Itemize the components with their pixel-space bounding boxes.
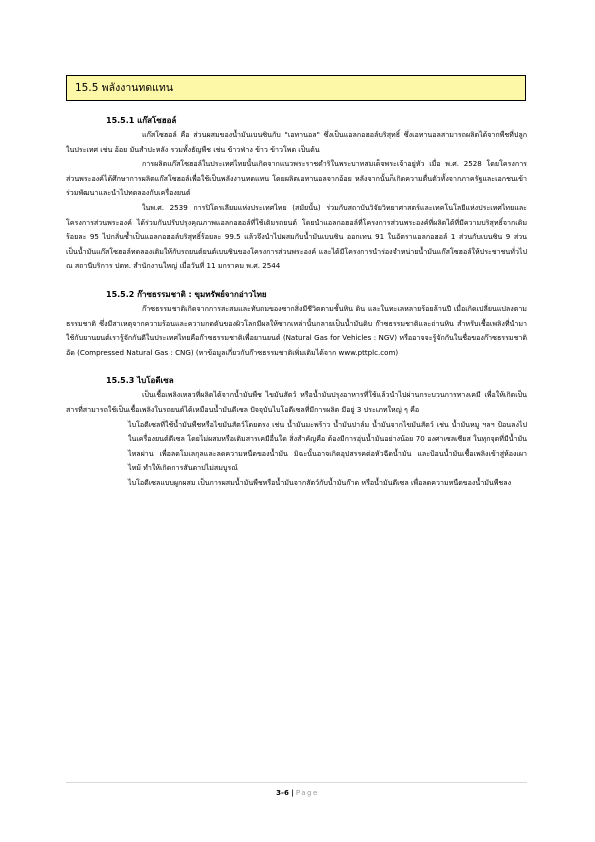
biodiesel-type-list bbox=[66, 418, 527, 491]
page-footer bbox=[0, 789, 595, 797]
section-title: 15.5 พลังงานทดแทน bbox=[66, 75, 526, 101]
subsection-heading-biodiesel: 15.5.3 ไบโอดีเซล bbox=[106, 376, 174, 386]
paragraph: การผลิตแก๊สโซฮอล์ในประเทศไทยนั้นเกิดจากแนวพระราชดำริในพระบาทสมเด็จพระเจ้าอยู่หัว เมื่อ พ.ศ. 2528 โดยโครงการส่วนพระองค์ได้ศึกษาการผลิตแก๊สโซฮอล์เพื่อใช้เป็นพลังงานทดแทน โดยผลิตเอทานอลจากอ้อย หลังจากนั้นก็เกิดความตื่นตัวทั้งจากภาครัฐและเอกชนเข้าร่วมพัฒนาและนำไปทดลองกับเครื่องยนต์ bbox=[66, 159, 527, 198]
paragraph: ในพ.ศ. 2539 การปิโตรเลียมแห่งประเทศไทย (สมัยนั้น) ร่วมกับสถาบันวิจัยวิทยาศาสตร์และเทคโนโลยีแห่งประเทศไทยและโครงการส่วนพระองค์ ได้ร่วมกันปรับปรุงคุณภาพแอลกอฮอล์ที่ใช้เติมรถยนต์ โดยนำแอลกอฮอล์ที่โครงการส่วนพระองค์ที่ผลิตได้ที่มีความบริสุทธิ์จากเดิมร้อยละ 95 ไปกลั่นซ้ำเป็นแอลกอฮอล์บริสุทธิ์ร้อยละ 99.5 แล้วจึงนำไปผสมกับน้ำมันเบนซิน ออกเทน 91 ในอัตราแอลกอฮอล์ 1 ส่วนกับเบนซิน 9 ส่วน เป็นน้ำมันแก๊สโซฮอล์ทดลองเติมให้กับรถยนต์ยนต์เบนซินของโครงการส่วนพระองค์ และได้มีโครงการนำร่องจำหน่ายน้ำมันแก๊สโซฮอล์ให้ประชาชนทั่วไป ณ สถานีบริการ ปตท. สำนักงานใหญ่ เมื่อวันที่ 11 มกราคม พ.ศ. 2544 bbox=[66, 202, 527, 271]
list-item: ไบโอดีเซลแบบผูกผสม เป็นการผสมน้ำมันพืชหรือน้ำมันจากสัตว์กับน้ำมันก๊าด หรือน้ำมันดีเซล เพื่อลดความหนืดของน้ำมันพืชลง bbox=[128, 477, 512, 487]
footer-separator: | bbox=[291, 789, 294, 797]
paragraph: แก๊สโซฮอล์ คือ ส่วนผสมของน้ำมันเบนซินกับ "เอทานอล" ซึ่งเป็นแอลกอฮอล์บริสุทธิ์ ซึ่งเอทานอลสามารถผลิตได้จากพืชที่ปลูกในประเทศ เช่น อ้อย มันสำปะหลัง รวมทั้งธัญพืช เช่น ข้าวฟ่าง ข้าว ข้าวโพด เป็นต้น bbox=[66, 130, 527, 154]
paragraph: เป็นเชื้อเพลิงเหลวที่ผลิตได้จากน้ำมันพืช ไขมันสัตว์ หรือน้ำมันปรุงอาหารที่ใช้แล้วนำไปผ่านกระบวนการทางเคมี เพื่อให้เกิดเป็นสารที่สามารถใช้เป็นเชื้อเพลิงในรถยนต์ได้เหมือนน้ำมันดีเซล ปัจจุบันไบโอดีเซลที่มีการผลิต มีอยู่ 3 ประเภทใหญ่ ๆ คือ bbox=[66, 390, 527, 414]
list-item: ไบโอดีเซลที่ใช้น้ำมันพืชหรือไขมันสัตว์โดยตรง เช่น น้ำมันมะพร้าว น้ำมันปาล์ม น้ำมันจากไขมันสัตว์ เช่น น้ำมันหมู ฯลฯ ป้อนลงไปในเครื่องยนต์ดีเซล โดยไม่ผสมหรือเติมสารเคมีอื่นใด สิ่งสำคัญคือ ต้องมีการอุ่นน้ำมันอย่างน้อย 70 องศาเซลเซียส ในทุกจุดที่มีน้ำมันไหลผ่าน เพื่อลดโมเลกุลและลดความหนืดของน้ำมัน มิฉะนั้นอาจเกิดอุปสรรคต่อหัวฉีดน้ำมัน และป้อนน้ำมันเชื้อเพลิงเข้าสู่ห้องเผาไหม้ ทำให้เกิดการสันดาปไม่สมบูรณ์ bbox=[128, 419, 527, 473]
page-number: 3-6 bbox=[276, 789, 289, 797]
subsection-heading-gasohol: 15.5.1 แก๊สโซฮอล์ bbox=[106, 116, 177, 125]
footer-divider bbox=[66, 782, 527, 783]
paragraph: ก๊าซธรรมชาติเกิดจากการสะสมและทับถมของซากสิ่งมีชีวิตตามชั้นหิน ดิน และในทะเลหลายร้อยล้านปี เมื่อเกิดเปลี่ยนแปลงตามธรรมชาติ ซึ่งมีสาเหตุจากความร้อนและความกดดันของผิวโลกมีผลให้ซากเหล่านั้นกลายเป็นน้ำมันดิบ ก๊าซธรรมชาติและถ่านหิน สำหรับเชื้อเพลิงที่นำมาใช้กับยานยนต์เรารู้จักกันดีในประเทศไทยคือก๊าซธรรมชาติเพื่อยานยนต์ (Natural Gas for Vehicles : NGV) หรืออาจจะรู้จักกันในชื่อของก๊าซธรรมชาติอัด (Compressed Natural Gas : CNG) (หาข้อมูลเกี่ยวกับก๊าซธรรมชาติเพิ่มเติมได้จาก www.pttplc.com) bbox=[66, 303, 527, 357]
page-label: Page bbox=[295, 789, 319, 797]
page-content bbox=[66, 114, 527, 490]
subsection-heading-natural-gas: 15.5.2 ก๊าซธรรมชาติ : ขุมทรัพย์จากอ่าวไทย bbox=[106, 289, 267, 299]
